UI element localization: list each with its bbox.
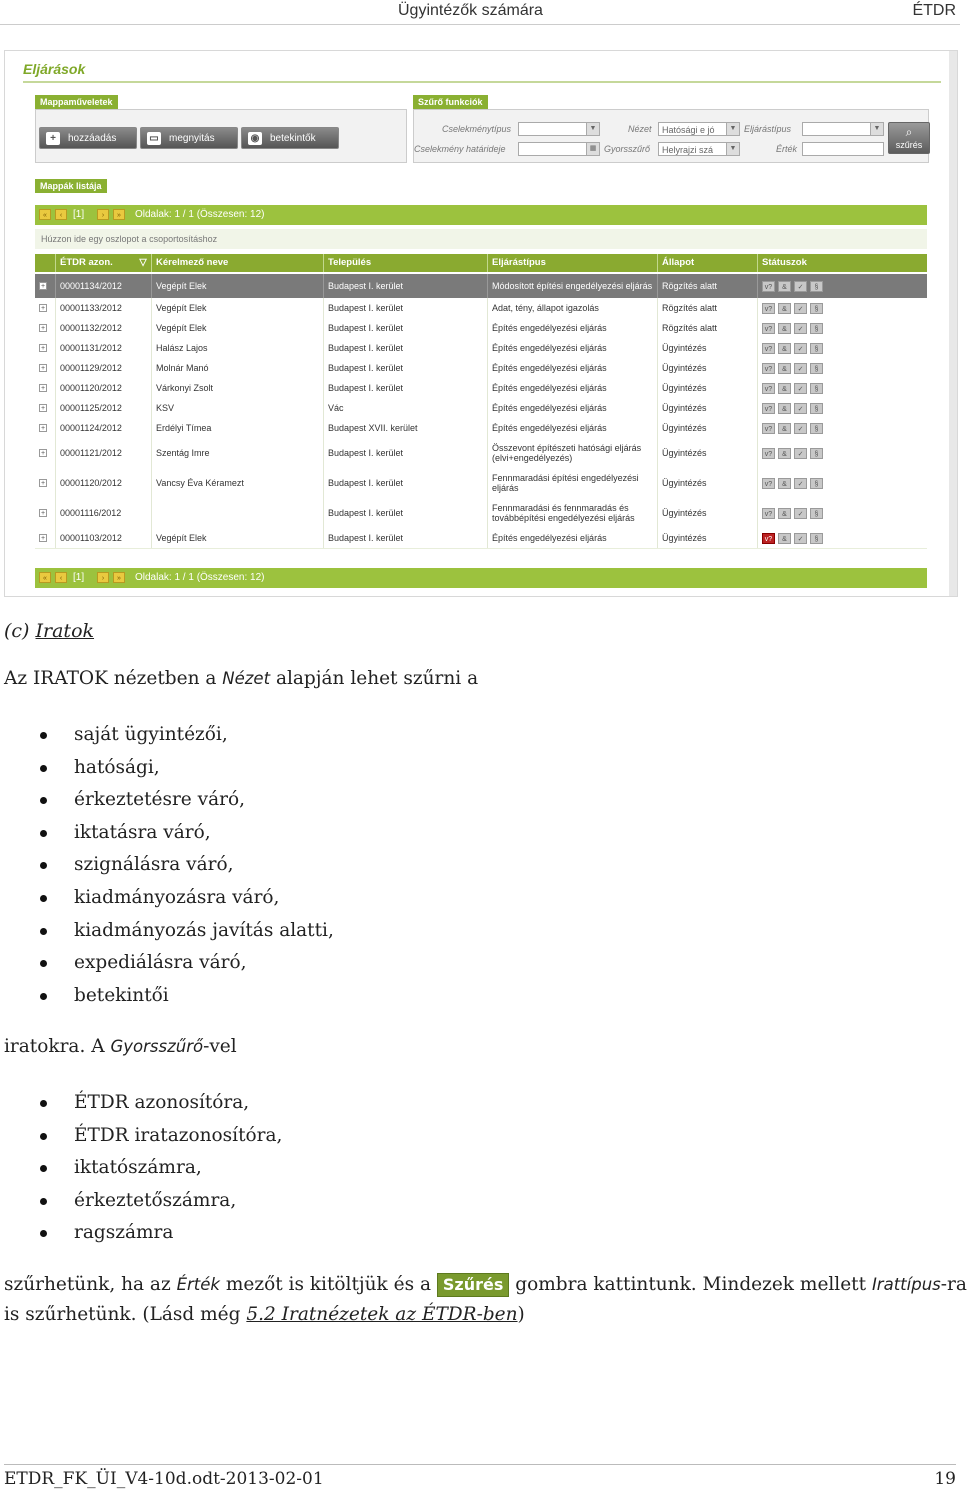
cell-type: Építés engedélyezési eljárás: [487, 398, 657, 418]
group-hint: Húzzon ide egy oszlopot a csoportosításhoz: [35, 229, 927, 249]
para3-d: -ra: [940, 1274, 967, 1295]
status-check-icon[interactable]: ✓: [794, 303, 807, 314]
cell-name: Szentág Imre: [151, 438, 323, 468]
cell-state: Ügyintézés: [657, 418, 757, 438]
screenshot-title: Eljárások: [23, 61, 86, 77]
cell-state: Rögzítés alatt: [657, 298, 757, 318]
footer-filename: ETDR_FK_ÜI_V4-10d.odt-2013-02-01: [4, 1469, 324, 1489]
cell-name: KSV: [151, 398, 323, 418]
page-footer: [4, 1464, 956, 1489]
hatarido-label: Cselekmény határideje: [414, 144, 506, 154]
cell-type: Fennmaradási és fennmaradás és továbbépítési engedélyezési eljárás: [487, 498, 657, 528]
table-row[interactable]: [35, 338, 927, 359]
status-paragraph-icon[interactable]: §: [810, 423, 823, 434]
cselekmenytipus-select[interactable]: [518, 122, 600, 136]
status-check-icon[interactable]: ✓: [794, 343, 807, 354]
expand-icon[interactable]: +: [40, 425, 46, 432]
cell-id: 00001132/2012: [55, 318, 151, 338]
expand-icon[interactable]: +: [40, 510, 46, 517]
status-link-icon[interactable]: &: [778, 403, 791, 414]
expand-icon[interactable]: +: [40, 365, 46, 372]
add-label: hozzáadás: [68, 133, 117, 144]
cell-state: Ügyintézés: [657, 338, 757, 358]
list-item: expediálásra váró,: [0, 947, 334, 980]
col-state[interactable]: Állapot: [657, 254, 757, 272]
status-check-icon[interactable]: ✓: [794, 478, 807, 489]
list-item: hatósági,: [0, 752, 334, 785]
status-link-icon[interactable]: &: [778, 423, 791, 434]
status-check-icon[interactable]: ✓: [794, 448, 807, 459]
list-item: érkeztetőszámra,: [0, 1185, 282, 1218]
status-check-icon[interactable]: ✓: [794, 508, 807, 519]
cell-status: [757, 358, 927, 378]
status-check-icon[interactable]: ✓: [794, 533, 807, 544]
cell-id: 00001125/2012: [55, 398, 151, 418]
peek-label: betekintők: [270, 133, 316, 144]
reference-link[interactable]: 5.2 Iratnézetek az ÉTDR-ben: [246, 1304, 518, 1325]
status-link-icon[interactable]: &: [778, 533, 791, 544]
para3-line1: [4, 1273, 967, 1297]
para2-a: iratokra. A: [4, 1036, 111, 1057]
cell-name: Vegépít Elek: [151, 318, 323, 338]
cell-state: Rögzítés alatt: [657, 274, 757, 298]
status-link-icon[interactable]: &: [778, 363, 791, 374]
chevron-down-icon: ▼: [586, 123, 599, 135]
first-page-icon[interactable]: «: [39, 209, 51, 220]
header-right: ÉTDR: [912, 2, 956, 19]
chevron-down-icon: ▼: [726, 123, 739, 135]
nezet-label: Nézet: [628, 124, 652, 134]
cell-town: Budapest I. kerület: [323, 528, 487, 548]
title-underline: [23, 81, 941, 83]
status-question-icon[interactable]: v?: [762, 508, 775, 519]
expand-icon[interactable]: +: [40, 385, 46, 392]
gyorsszuro-select[interactable]: [658, 142, 740, 156]
table-row[interactable]: [35, 418, 927, 439]
pager-text: Oldalak: 1 / 1 (Összesen: 12): [135, 209, 265, 220]
cell-town: Budapest I. kerület: [323, 318, 487, 338]
cell-name: Vegépít Elek: [151, 298, 323, 318]
szures-button[interactable]: Szűrés: [437, 1273, 510, 1297]
cell-town: Vác: [323, 398, 487, 418]
cell-id: 00001124/2012: [55, 418, 151, 438]
list-item: érkeztetésre váró,: [0, 784, 334, 817]
ertek-input[interactable]: [802, 142, 884, 156]
status-paragraph-icon[interactable]: §: [810, 363, 823, 374]
status-link-icon[interactable]: &: [778, 478, 791, 489]
section-title[interactable]: Iratok: [35, 620, 95, 642]
nezet-value: Hatósági e jó: [662, 125, 715, 135]
intro-nezet: Nézet: [222, 669, 271, 688]
col-name[interactable]: Kérelmező neve: [151, 254, 323, 272]
cell-state: Ügyintézés: [657, 528, 757, 548]
table-row[interactable]: [35, 528, 927, 549]
expand-icon[interactable]: +: [40, 283, 46, 290]
para3-b: mezőt is kitöltjük és a: [219, 1274, 437, 1295]
para3-irattipus: Irattípus: [871, 1275, 941, 1294]
status-paragraph-icon[interactable]: §: [810, 343, 823, 354]
cell-state: Ügyintézés: [657, 358, 757, 378]
pager-text: Oldalak: 1 / 1 (Összesen: 12): [135, 572, 265, 583]
cell-status: [757, 274, 927, 298]
cell-name: Molnár Manó: [151, 358, 323, 378]
status-link-icon[interactable]: &: [778, 323, 791, 334]
list-item: ragszámra: [0, 1217, 282, 1250]
cell-state: Ügyintézés: [657, 468, 757, 498]
cell-name: Vegépít Elek: [151, 528, 323, 548]
ertek-label: Érték: [776, 144, 798, 154]
cell-town: Budapest XVII. kerület: [323, 418, 487, 438]
page-header: [0, 0, 960, 25]
cell-name: [151, 498, 323, 528]
list-item: iktatásra váró,: [0, 817, 334, 850]
intro-paragraph: [4, 668, 478, 689]
cell-status: [757, 298, 927, 318]
status-paragraph-icon[interactable]: §: [810, 533, 823, 544]
para3-c: gombra kattintunk. Mindezek mellett: [509, 1274, 872, 1295]
pager-pages[interactable]: [1]: [73, 209, 85, 220]
cell-state: Ügyintézés: [657, 438, 757, 468]
table-row[interactable]: [35, 358, 927, 379]
cell-id: 00001134/2012: [55, 274, 151, 298]
cell-town: Budapest I. kerület: [323, 338, 487, 358]
cell-status: [757, 418, 927, 438]
status-paragraph-icon[interactable]: §: [810, 303, 823, 314]
status-paragraph-icon[interactable]: §: [810, 383, 823, 394]
cell-id: 00001120/2012: [55, 378, 151, 398]
col-id-label: ÉTDR azon.: [60, 257, 113, 268]
status-check-icon[interactable]: ✓: [794, 363, 807, 374]
cell-type: Módosított építési engedélyezési eljárás: [487, 274, 657, 298]
chevron-down-icon: ▼: [726, 143, 739, 155]
status-paragraph-icon[interactable]: §: [810, 508, 823, 519]
cell-status: [757, 438, 927, 468]
first-page-icon[interactable]: «: [39, 572, 51, 583]
cell-name: Vegépít Elek: [151, 274, 323, 298]
search-button[interactable]: [888, 122, 930, 154]
cell-state: Ügyintézés: [657, 378, 757, 398]
cell-type: Építés engedélyezési eljárás: [487, 528, 657, 548]
search-label: szűrés: [895, 140, 923, 150]
cell-town: Budapest I. kerület: [323, 274, 487, 298]
section-label: (c): [4, 620, 30, 642]
open-label: megnyitás: [169, 133, 215, 144]
cell-status: [757, 318, 927, 338]
mappak-lista-tag: Mappák listája: [35, 179, 107, 193]
status-paragraph-icon[interactable]: §: [810, 478, 823, 489]
status-question-icon[interactable]: v?: [762, 281, 775, 292]
next-page-icon[interactable]: ›: [97, 209, 109, 220]
status-check-icon[interactable]: ✓: [794, 383, 807, 394]
table-row[interactable]: [35, 378, 927, 399]
mappamuveletek-tag: Mappaműveletek: [35, 95, 118, 109]
cell-town: Budapest I. kerület: [323, 358, 487, 378]
status-check-icon[interactable]: ✓: [794, 323, 807, 334]
header-title: Ügyintézők számára: [398, 2, 543, 19]
intro-b: alapján lehet szűrni a: [270, 668, 479, 689]
status-question-icon[interactable]: v?: [762, 303, 775, 314]
expand-icon[interactable]: +: [40, 535, 46, 542]
cell-status: [757, 498, 927, 528]
cell-id: 00001131/2012: [55, 338, 151, 358]
status-question-icon[interactable]: v?: [762, 403, 775, 414]
para2-gyorsszuro: Gyorsszűrő: [110, 1037, 204, 1056]
status-paragraph-icon[interactable]: §: [810, 281, 823, 292]
cselekmenytipus-label: Cselekménytípus: [442, 124, 512, 134]
table-row[interactable]: [35, 274, 927, 299]
page-number: 19: [934, 1469, 956, 1489]
col-type[interactable]: Eljárástípus: [487, 254, 657, 272]
cell-status: [757, 528, 927, 548]
cell-status: [757, 378, 927, 398]
filter-list: [0, 1087, 282, 1250]
table-row[interactable]: [35, 318, 927, 339]
status-question-icon[interactable]: v?: [762, 533, 775, 544]
search-icon: ⌕: [905, 125, 913, 139]
cell-state: Rögzítés alatt: [657, 318, 757, 338]
cell-status: [757, 338, 927, 358]
cell-name: Erdélyi Tímea: [151, 418, 323, 438]
cell-type: Építés engedélyezési eljárás: [487, 378, 657, 398]
status-link-icon[interactable]: &: [778, 343, 791, 354]
status-question-icon[interactable]: v?: [762, 448, 775, 459]
status-link-icon[interactable]: &: [778, 303, 791, 314]
expand-icon[interactable]: +: [40, 450, 46, 457]
expand-icon[interactable]: +: [40, 305, 46, 312]
list-item: ÉTDR azonosítóra,: [0, 1087, 282, 1120]
add-button[interactable]: [39, 127, 137, 149]
col-town[interactable]: Település: [323, 254, 487, 272]
next-page-icon[interactable]: ›: [97, 572, 109, 583]
status-paragraph-icon[interactable]: §: [810, 323, 823, 334]
para2: [4, 1036, 237, 1057]
cell-state: Ügyintézés: [657, 398, 757, 418]
cell-name: Várkonyi Zsolt: [151, 378, 323, 398]
view-list: [0, 719, 334, 1012]
table-row[interactable]: [35, 438, 927, 469]
nezet-select[interactable]: [658, 122, 740, 136]
cell-type: Építés engedélyezési eljárás: [487, 358, 657, 378]
list-item: saját ügyintézői,: [0, 719, 334, 752]
intro-a: Az IRATOK nézetben a: [4, 668, 223, 689]
para3-e: is szűrhetünk. (Lásd még: [4, 1304, 247, 1325]
calendar-icon: ▦: [586, 143, 599, 155]
status-question-icon[interactable]: v?: [762, 478, 775, 489]
peek-button[interactable]: [241, 127, 339, 149]
hatarido-select[interactable]: [518, 142, 600, 156]
szuro-panel: [413, 109, 929, 163]
expand-icon[interactable]: +: [40, 405, 46, 412]
eljarastipus-select[interactable]: [802, 122, 884, 136]
status-check-icon[interactable]: ✓: [794, 281, 807, 292]
status-link-icon[interactable]: &: [778, 281, 791, 292]
cell-town: Budapest I. kerület: [323, 298, 487, 318]
eljarasok-screenshot: [4, 50, 958, 597]
status-paragraph-icon[interactable]: §: [810, 403, 823, 414]
last-page-icon[interactable]: »: [113, 572, 125, 583]
table-row[interactable]: [35, 398, 927, 419]
status-check-icon[interactable]: ✓: [794, 423, 807, 434]
table-header: [35, 254, 927, 272]
cell-town: Budapest I. kerület: [323, 468, 487, 498]
cell-id: 00001120/2012: [55, 468, 151, 498]
status-check-icon[interactable]: ✓: [794, 403, 807, 414]
table-row[interactable]: [35, 498, 927, 529]
pager-pages[interactable]: [1]: [73, 572, 85, 583]
cell-type: Fennmaradási építési engedélyezési eljárás: [487, 468, 657, 498]
status-question-icon[interactable]: v?: [762, 323, 775, 334]
cell-town: Budapest I. kerület: [323, 498, 487, 528]
sort-icon: ▽: [139, 257, 147, 268]
gyorsszuro-value: Helyrajzi szá: [662, 145, 714, 155]
status-link-icon[interactable]: &: [778, 448, 791, 459]
prev-page-icon[interactable]: ‹: [55, 572, 67, 583]
status-paragraph-icon[interactable]: §: [810, 448, 823, 459]
scrollbar[interactable]: [949, 51, 957, 596]
cell-id: 00001116/2012: [55, 498, 151, 528]
cell-name: Vancsy Éva Kéramezt: [151, 468, 323, 498]
expand-icon[interactable]: +: [40, 480, 46, 487]
list-item: ÉTDR iratazonosítóra,: [0, 1120, 282, 1153]
col-status[interactable]: Státuszok: [757, 254, 927, 272]
cell-state: Ügyintézés: [657, 498, 757, 528]
last-page-icon[interactable]: »: [113, 209, 125, 220]
eljarastipus-label: Eljárástípus: [744, 124, 792, 134]
cell-type: Összevont építészeti hatósági eljárás (elvi+engedélyezés): [487, 438, 657, 468]
list-item: kiadmányozásra váró,: [0, 882, 334, 915]
cell-type: Építés engedélyezési eljárás: [487, 338, 657, 358]
cell-status: [757, 398, 927, 418]
gyorsszuro-label: Gyorsszűrő: [604, 144, 651, 154]
section-heading: [4, 620, 94, 642]
para3-line2: [4, 1304, 525, 1325]
cell-type: Építés engedélyezési eljárás: [487, 418, 657, 438]
para3-f: ): [517, 1304, 525, 1325]
cell-id: 00001133/2012: [55, 298, 151, 318]
list-item: szignálásra váró,: [0, 849, 334, 882]
status-link-icon[interactable]: &: [778, 383, 791, 394]
cell-type: Építés engedélyezési eljárás: [487, 318, 657, 338]
open-icon: ▭: [147, 132, 161, 145]
cell-name: Halász Lajos: [151, 338, 323, 358]
table-row[interactable]: [35, 468, 927, 499]
table-row[interactable]: [35, 298, 927, 319]
status-question-icon[interactable]: v?: [762, 383, 775, 394]
para2-b: -vel: [203, 1036, 237, 1057]
mappamuveletek-panel: [35, 109, 407, 163]
cell-status: [757, 468, 927, 498]
szuro-tag: Szűrő funkciók: [413, 95, 488, 109]
status-question-icon[interactable]: v?: [762, 343, 775, 354]
list-item: iktatószámra,: [0, 1152, 282, 1185]
status-link-icon[interactable]: &: [778, 508, 791, 519]
open-button[interactable]: [140, 127, 238, 149]
cell-id: 00001121/2012: [55, 438, 151, 468]
expand-icon[interactable]: +: [40, 345, 46, 352]
para3-a: szűrhetünk, ha az: [4, 1274, 177, 1295]
status-question-icon[interactable]: v?: [762, 363, 775, 374]
cell-type: Adat, tény, állapot igazolás: [487, 298, 657, 318]
col-id[interactable]: [55, 254, 151, 272]
chevron-down-icon: ▼: [870, 123, 883, 135]
para3-ertek: Érték: [176, 1275, 220, 1294]
pager-top: [35, 205, 927, 225]
pager-bottom: [35, 568, 927, 588]
add-icon: +: [46, 132, 60, 145]
cell-id: 00001129/2012: [55, 358, 151, 378]
status-question-icon[interactable]: v?: [762, 423, 775, 434]
list-item: betekintői: [0, 980, 334, 1013]
eye-icon: ◉: [248, 132, 262, 145]
list-item: kiadmányozás javítás alatti,: [0, 915, 334, 948]
prev-page-icon[interactable]: ‹: [55, 209, 67, 220]
cell-town: Budapest I. kerület: [323, 378, 487, 398]
expand-icon[interactable]: +: [40, 325, 46, 332]
cell-id: 00001103/2012: [55, 528, 151, 548]
cell-town: Budapest I. kerület: [323, 438, 487, 468]
